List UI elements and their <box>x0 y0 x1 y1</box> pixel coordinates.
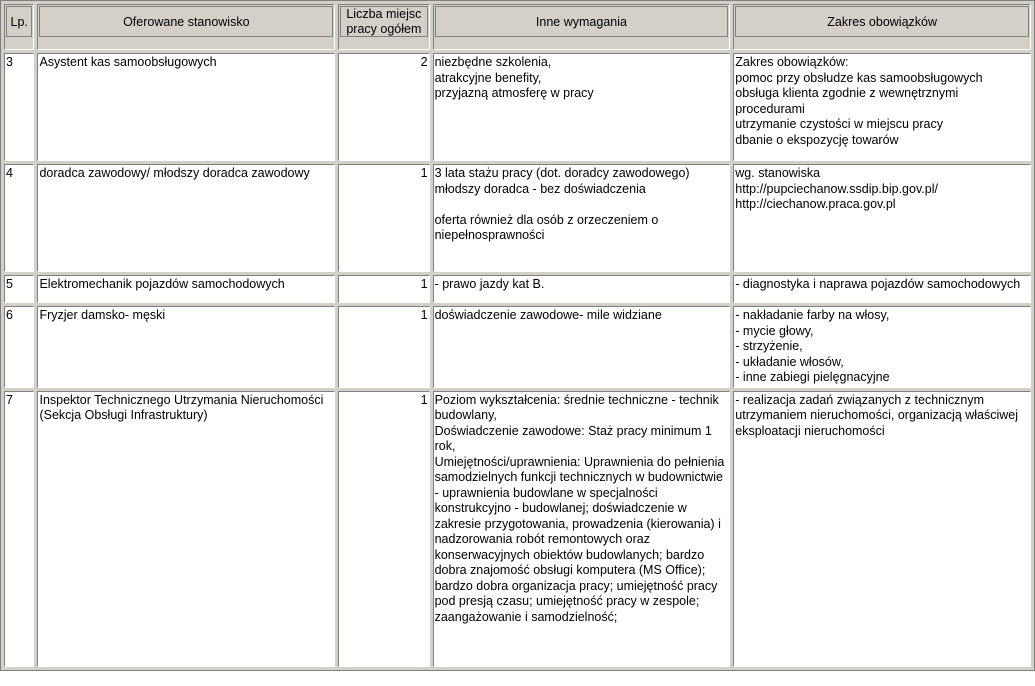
cell-lp: 6 <box>4 306 34 388</box>
cell-count: 1 <box>338 164 429 272</box>
table-row <box>4 391 1031 667</box>
cell-requirements: doświadczenie zawodowe- mile widziane <box>433 306 731 388</box>
cell-duties: - diagnostyka i naprawa pojazdów samochodowych <box>733 275 1031 303</box>
table-row <box>4 306 1031 388</box>
cell-lp: 7 <box>4 391 34 667</box>
header-count: Liczba miejsc pracy ogółem <box>338 4 429 50</box>
cell-lp: 3 <box>4 53 34 161</box>
table-row <box>4 275 1031 303</box>
cell-count: 1 <box>338 275 429 303</box>
header-duties: Zakres obowiązków <box>733 4 1031 50</box>
cell-duties: - nakładanie farby na włosy, - mycie głowy, - strzyżenie, - układanie włosów, - inne zabiegi pielęgnacyjne <box>733 306 1031 388</box>
cell-lp: 5 <box>4 275 34 303</box>
cell-requirements: niezbędne szkolenia, atrakcyjne benefity, przyjazną atmosferę w pracy <box>433 53 731 161</box>
cell-position: doradca zawodowy/ młodszy doradca zawodowy <box>37 164 335 272</box>
cell-position: Fryzjer damsko- męski <box>37 306 335 388</box>
cell-duties: wg. stanowiska http://pupciechanow.ssdip.bip.gov.pl/ http://ciechanow.praca.gov.pl <box>733 164 1031 272</box>
cell-count: 1 <box>338 306 429 388</box>
table-header-row <box>4 4 1031 50</box>
header-position: Oferowane stanowisko <box>37 4 335 50</box>
cell-requirements: Poziom wykształcenia: średnie techniczne - technik budowlany, Doświadczenie zawodowe: Staż pracy minimum 1 rok, Umiejętności/uprawnienia: Uprawnienia do pełnienia samodzielnych funkcji technicznych w budownictwie - uprawnienia budowlane w specjalności konstrukcyjno - budowlanej; doświadczenie w zakresie przygotowania, prowadzenia (kierowania) i nadzorowania robót remontowych oraz konserwacyjnych obiektów budowlanych; bardzo dobra znajomość obsługi komputera (MS Office); bardzo dobra organizacja pracy; umiejętność pracy pod presją czasu; umiejętność pracy w zespole; zaangażowanie i samodzielność; <box>433 391 731 667</box>
cell-lp: 4 <box>4 164 34 272</box>
header-requirements: Inne wymagania <box>433 4 731 50</box>
cell-requirements: 3 lata stażu pracy (dot. doradcy zawodowego) młodszy doradca - bez doświadczenia oferta również dla osób z orzeczeniem o niepełnosprawności <box>433 164 731 272</box>
cell-position: Asystent kas samoobsługowych <box>37 53 335 161</box>
cell-position: Inspektor Technicznego Utrzymania Nieruchomości (Sekcja Obsługi Infrastruktury) <box>37 391 335 667</box>
cell-requirements: - prawo jazdy kat B. <box>433 275 731 303</box>
table-row <box>4 53 1031 161</box>
cell-count: 1 <box>338 391 429 667</box>
header-lp: Lp. <box>4 4 34 50</box>
table-row <box>4 164 1031 272</box>
cell-duties: Zakres obowiązków: pomoc przy obsłudze kas samoobsługowych obsługa klienta zgodnie z wewnętrznymi procedurami utrzymanie czystości w miejscu pracy dbanie o ekspozycję towarów <box>733 53 1031 161</box>
cell-duties: - realizacja zadań związanych z technicznym utrzymaniem nieruchomości, organizacją właściwej eksploatacji nieruchomości <box>733 391 1031 667</box>
cell-position: Elektromechanik pojazdów samochodowych <box>37 275 335 303</box>
cell-count: 2 <box>338 53 429 161</box>
